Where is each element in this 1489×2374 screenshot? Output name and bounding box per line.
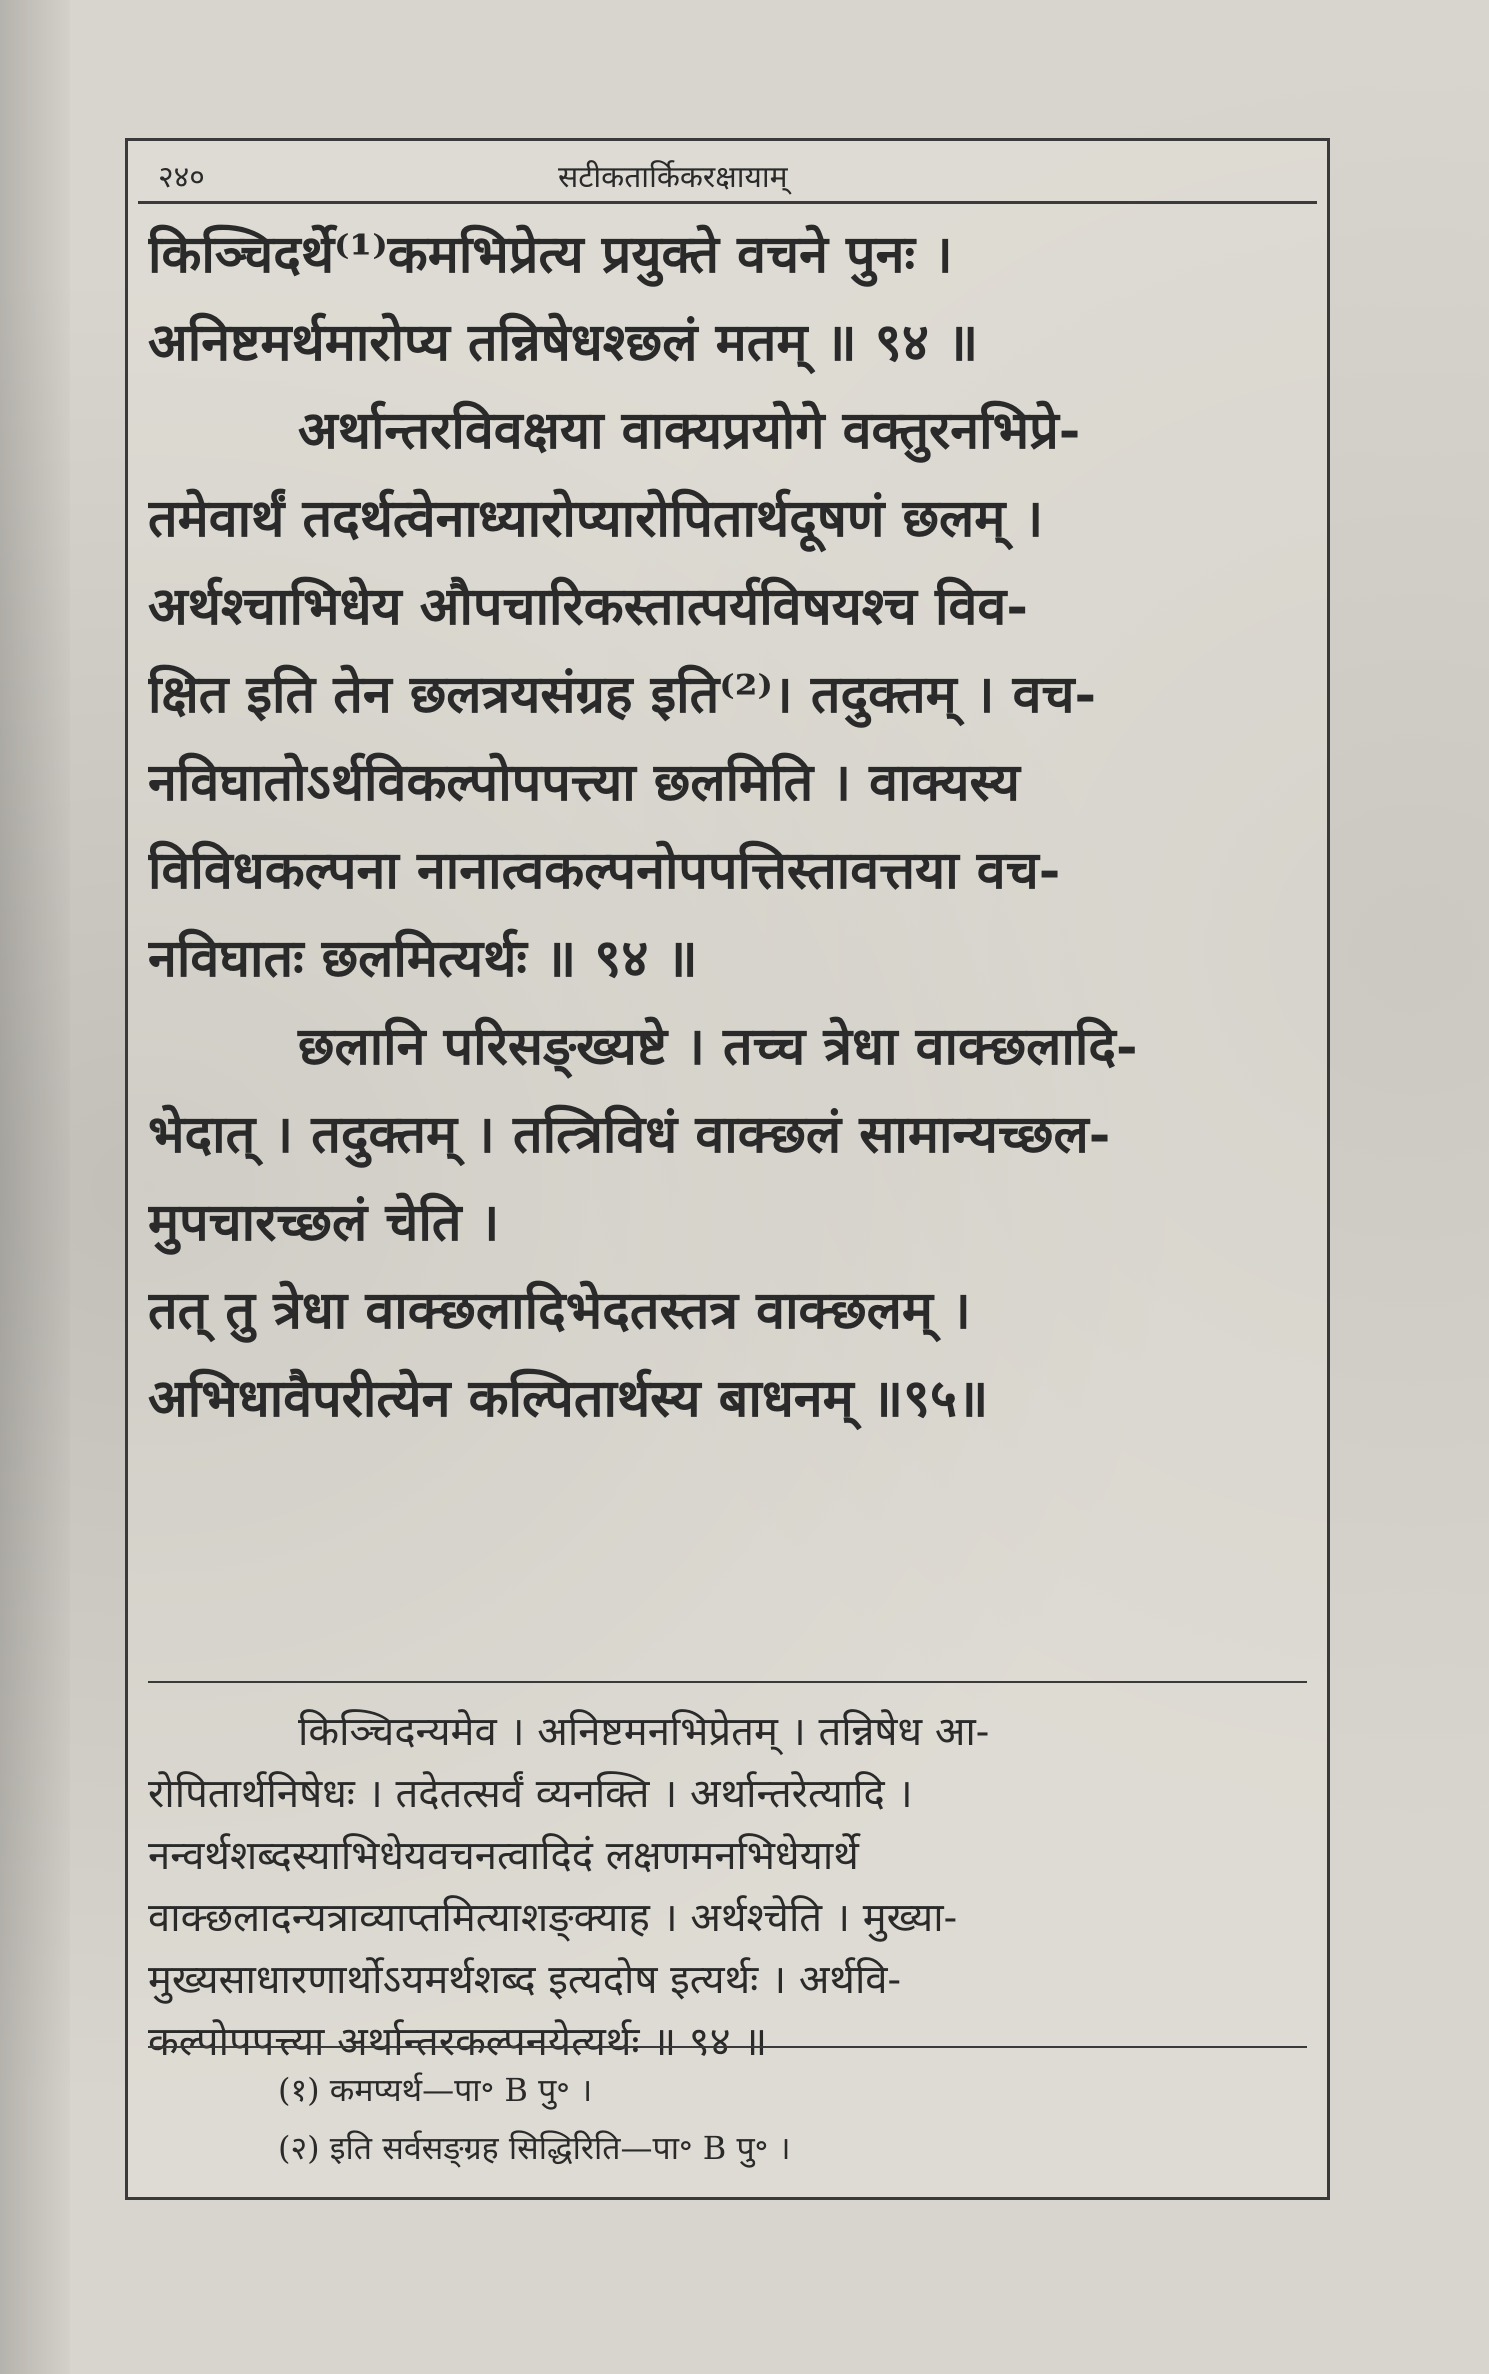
verse-line: किञ्चिदर्थे⁽¹⁾कमभिप्रेत्य प्रयुक्ते वचने पुनः । <box>148 224 953 285</box>
commentary-separator <box>148 1681 1307 1683</box>
footnotes <box>278 2061 791 2177</box>
page-frame <box>125 138 1330 2200</box>
footnote-item: (२) इति सर्वसङ्ग्रह सिद्धिरिति—पा॰ B पु॰ । <box>278 2129 791 2167</box>
running-title: सटीकतार्किकरक्षायाम् <box>558 160 788 195</box>
explanation-line: क्षित इति तेन छलत्रयसंग्रह इति⁽²⁾। तदुक्तम् । वच- <box>148 664 1097 725</box>
explanation-2 <box>148 1003 1307 1267</box>
explanation-line: तमेवार्थं तदर्थत्वेनाध्यारोप्यारोपितार्थदूषणं छलम् । <box>148 488 1044 549</box>
explanation-line: मुपचारच्छलं चेति । <box>148 1192 500 1253</box>
explanation-line: नविघातः छलमित्यर्थः ॥ ९४ ॥ <box>148 928 698 989</box>
explanation-line: विविधकल्पना नानात्वकल्पनोपपत्तिस्तावत्तया वच- <box>148 840 1061 901</box>
verse-line: अनिष्टमर्थमारोप्य तन्निषेधश्छलं मतम् ॥ ९४ ॥ <box>148 312 979 373</box>
commentary-line: मुख्यसाधारणार्थोऽयमर्थशब्द इत्यदोष इत्यर्थः । अर्थवि- <box>148 1957 902 2003</box>
binding-shadow <box>0 0 70 2374</box>
explanation-1 <box>148 387 1307 1003</box>
footnote-item: (१) कमप्यर्थ—पा॰ B पु॰ । <box>278 2071 593 2109</box>
explanation-line: भेदात् । तदुक्तम् । तत्त्रिविधं वाक्छलं सामान्यच्छल- <box>148 1104 1111 1165</box>
verse-block-1 <box>148 211 1307 387</box>
verse-line: तत् तु त्रेधा वाक्छलादिभेदतस्तत्र वाक्छलम् । <box>148 1280 971 1341</box>
footnote-separator <box>148 2046 1307 2048</box>
explanation-line: छलानि परिसङ्ख्यष्टे । तच्च त्रेधा वाक्छलादि- <box>298 1016 1138 1077</box>
commentary-line: वाक्छलादन्यत्राव्याप्तमित्याशङ्क्याह । अर्थश्चेति । मुख्या- <box>148 1895 958 1941</box>
verse-block-2 <box>148 1267 1307 1443</box>
commentary-line: कल्पोपपत्त्या अर्थान्तरकल्पनयेत्यर्थः ॥ ९४ ॥ <box>148 2019 768 2065</box>
verse-line: अभिधावैपरीत्येन कल्पितार्थस्य बाधनम् ॥९५॥ <box>148 1368 989 1429</box>
commentary-line: रोपितार्थनिषेधः । तदेतत्सर्वं व्यनक्ति । अर्थान्तरेत्यादि । <box>148 1771 913 1817</box>
page-header <box>138 149 1317 204</box>
commentary <box>148 1701 1307 2073</box>
page-number: २४० <box>158 160 205 195</box>
explanation-line: अर्थश्चाभिधेय औपचारिकस्तात्पर्यविषयश्च विव- <box>148 576 1028 637</box>
explanation-line: नविघातोऽर्थविकल्पोपपत्त्या छलमिति । वाक्यस्य <box>148 752 1020 813</box>
commentary-line: नन्वर्थशब्दस्याभिधेयवचनत्वादिदं लक्षणमनभिधेयार्थे <box>148 1833 859 1879</box>
explanation-line: अर्थान्तरविवक्षया वाक्यप्रयोगे वक्तुरनभिप्रे- <box>298 400 1081 461</box>
main-text <box>148 211 1307 1443</box>
commentary-line: किञ्चिदन्यमेव । अनिष्टमनभिप्रेतम् । तन्निषेध आ- <box>298 1709 990 1755</box>
